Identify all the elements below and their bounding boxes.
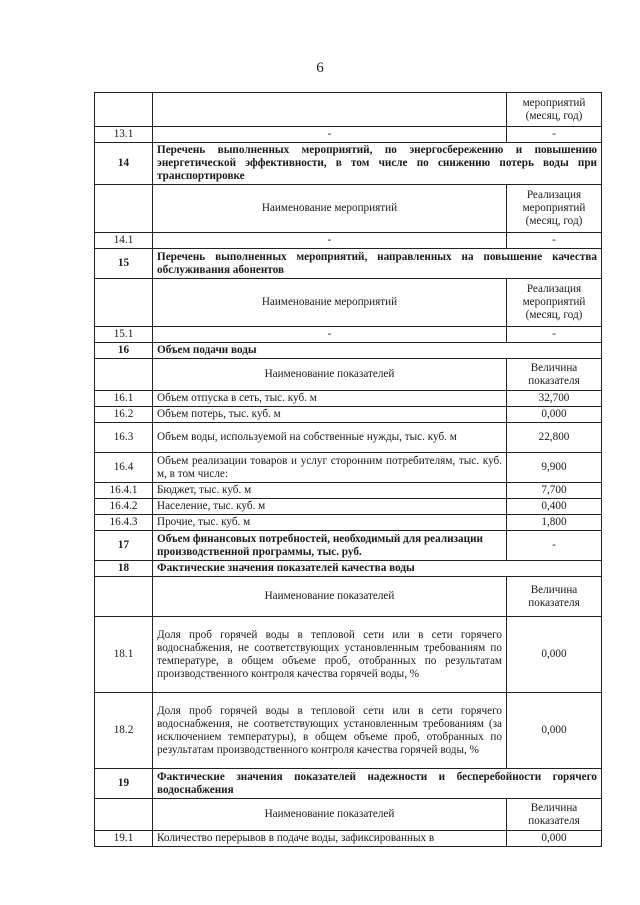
- table-row: [95, 499, 602, 515]
- table-row: [95, 127, 602, 143]
- row-name: -: [153, 127, 507, 143]
- row-value: -: [507, 127, 602, 143]
- value-header: Величина показателя: [507, 577, 602, 617]
- row-name: Население, тыс. куб. м: [153, 499, 507, 515]
- section-number: 18: [95, 561, 153, 577]
- row-number: 16.3: [95, 423, 153, 453]
- row-value: 1,800: [507, 515, 602, 531]
- row-value: -: [507, 531, 602, 561]
- row-name: Количество перерывов в подаче воды, зафиксированных в: [153, 831, 507, 847]
- header-row: [95, 185, 602, 233]
- row-name: Доля проб горячей воды в тепловой сети или в сети горячего водоснабжения, не соответствующих установленным требованиям по температуре, в общем объеме проб, отобранных по результатам производственного контроля качества горячей воды, %: [153, 617, 507, 693]
- table-row: [95, 407, 602, 423]
- row-number: 16.2: [95, 407, 153, 423]
- row-name: Объем потерь, тыс. куб. м: [153, 407, 507, 423]
- row-name: Бюджет, тыс. куб. м: [153, 483, 507, 499]
- row-number: 15.1: [95, 327, 153, 343]
- row-value: 0,400: [507, 499, 602, 515]
- section-row: [95, 769, 602, 799]
- row-number: 13.1: [95, 127, 153, 143]
- section-number: 17: [95, 531, 153, 561]
- table-row: [95, 617, 602, 693]
- row-number: 16.4.2: [95, 499, 153, 515]
- section-row: [95, 249, 602, 279]
- row-name: Доля проб горячей воды в тепловой сети или в сети горячего водоснабжения, не соответствующих установленным требованиям (за исключением температуры), в общем объеме проб, отобранных по результатам производственного контроля качества горячей воды, %: [153, 693, 507, 769]
- row-number: 14.1: [95, 233, 153, 249]
- row-number: 19.1: [95, 831, 153, 847]
- section-title: Перечень выполненных мероприятий, направленных на повышение качества обслуживания абонентов: [153, 249, 602, 279]
- value-header: Реализация мероприятий (месяц, год): [507, 279, 602, 327]
- header-row: [95, 359, 602, 391]
- table-row: [95, 831, 602, 847]
- row-value: 9,900: [507, 453, 602, 483]
- row-number: 16.4.3: [95, 515, 153, 531]
- row-value: 32,700: [507, 391, 602, 407]
- header-row: [95, 799, 602, 831]
- report-table: [94, 92, 602, 847]
- name-header: Наименование показателей: [153, 799, 507, 831]
- row-value: 7,700: [507, 483, 602, 499]
- row-value: 22,800: [507, 423, 602, 453]
- name-header: Наименование мероприятий: [153, 185, 507, 233]
- row-value: -: [507, 327, 602, 343]
- name-header: Наименование показателей: [153, 577, 507, 617]
- section-title: Фактические значения показателей надежности и бесперебойности горячего водоснабжения: [153, 769, 602, 799]
- table-row: [95, 327, 602, 343]
- row-value: 0,000: [507, 617, 602, 693]
- value-header: Величина показателя: [507, 359, 602, 391]
- section-number: 19: [95, 769, 153, 799]
- row-name: Объем воды, используемой на собственные нужды, тыс. куб. м: [153, 423, 507, 453]
- section-title: Объем подачи воды: [153, 343, 602, 359]
- row-number: 16.4: [95, 453, 153, 483]
- row-name: -: [153, 327, 507, 343]
- section-number: 16: [95, 343, 153, 359]
- section-row: [95, 531, 602, 561]
- value-header: Реализация мероприятий (месяц, год): [507, 185, 602, 233]
- section-title: Объем финансовых потребностей, необходимый для реализации производственной программы, тыс. руб.: [153, 531, 507, 561]
- value-header: Величина показателя: [507, 799, 602, 831]
- name-header: Наименование мероприятий: [153, 279, 507, 327]
- name-header: Наименование показателей: [153, 359, 507, 391]
- row-number: 18.1: [95, 617, 153, 693]
- table-row: [95, 453, 602, 483]
- table-row: [95, 693, 602, 769]
- section-row: [95, 561, 602, 577]
- row-value: 0,000: [507, 693, 602, 769]
- section-number: 14: [95, 143, 153, 185]
- page-number: 6: [316, 60, 324, 76]
- table-row: [95, 483, 602, 499]
- section-title: Перечень выполненных мероприятий, по энергосбережению и повышению энергетической эффективности, в том числе по снижению потерь воды при транспортировке: [153, 143, 602, 185]
- table-row: [95, 233, 602, 249]
- value-header: мероприятий (месяц, год): [507, 93, 602, 127]
- table-row: [95, 93, 602, 127]
- row-name: Прочие, тыс. куб. м: [153, 515, 507, 531]
- row-number: 18.2: [95, 693, 153, 769]
- table-row: [95, 423, 602, 453]
- row-name: Объем реализации товаров и услуг сторонним потребителям, тыс. куб. м, в том числе:: [153, 453, 507, 483]
- header-row: [95, 577, 602, 617]
- row-number: 16.4.1: [95, 483, 153, 499]
- row-number: 16.1: [95, 391, 153, 407]
- section-number: 15: [95, 249, 153, 279]
- section-title: Фактические значения показателей качества воды: [153, 561, 602, 577]
- table-row: [95, 391, 602, 407]
- section-row: [95, 143, 602, 185]
- row-value: -: [507, 233, 602, 249]
- row-value: 0,000: [507, 407, 602, 423]
- section-row: [95, 343, 602, 359]
- row-name: Объем отпуска в сеть, тыс. куб. м: [153, 391, 507, 407]
- row-value: 0,000: [507, 831, 602, 847]
- row-name: -: [153, 233, 507, 249]
- header-row: [95, 279, 602, 327]
- table-row: [95, 515, 602, 531]
